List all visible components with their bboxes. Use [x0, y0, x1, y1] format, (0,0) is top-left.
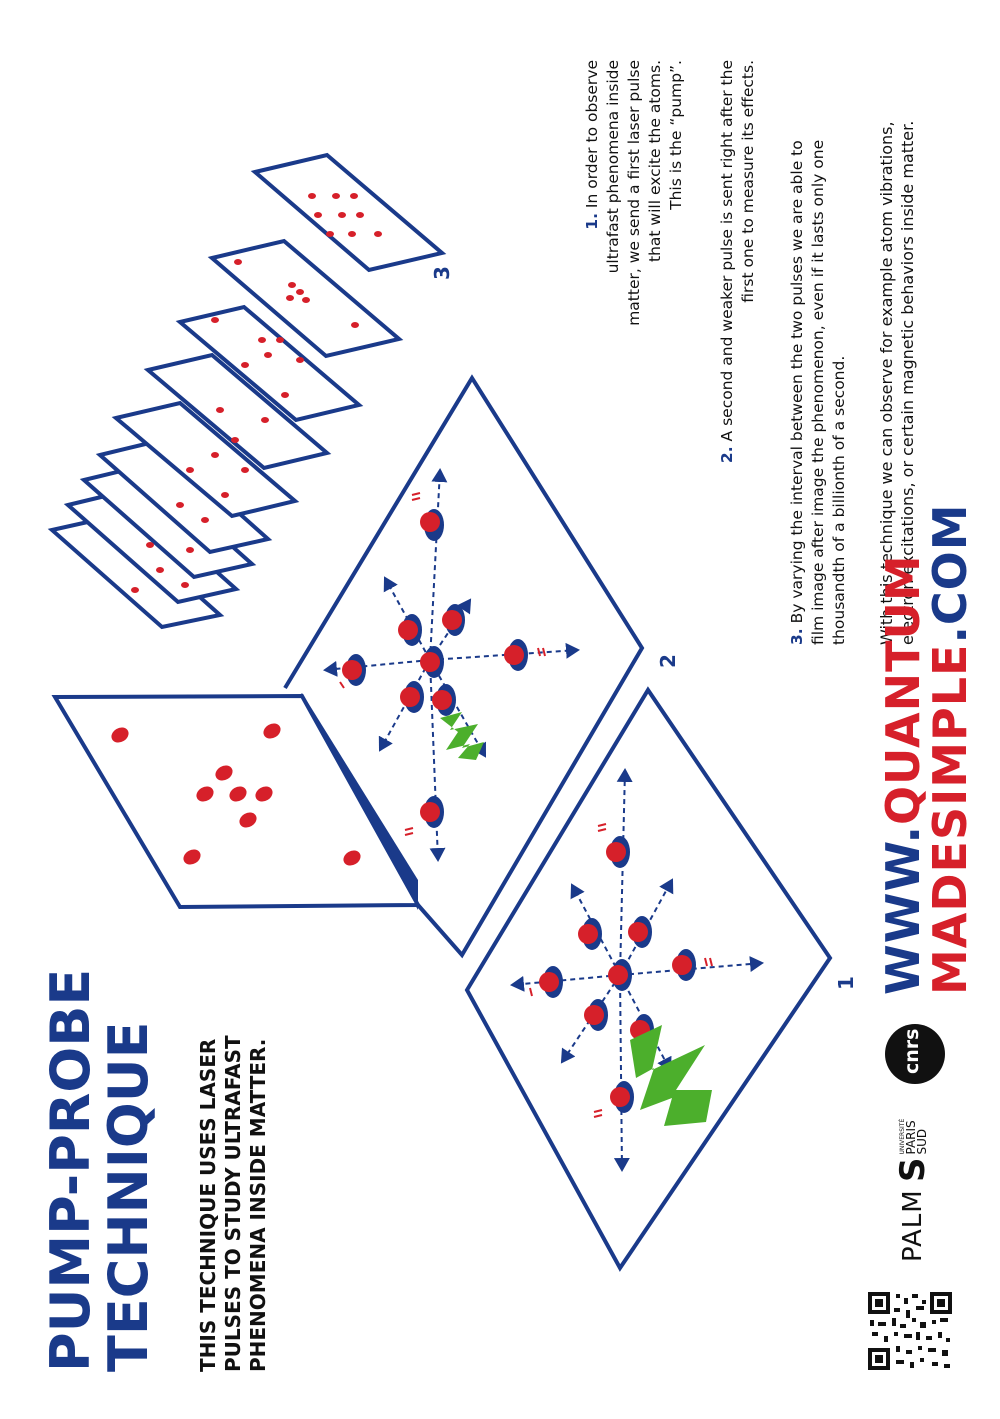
subtitle-line-1: THIS TECHNIQUE USES LASER: [196, 1038, 220, 1372]
step-1-line-4: that will excite the atoms.: [646, 60, 664, 262]
paris-sud-s-icon: S: [893, 1157, 933, 1182]
step-3-text: [787, 65, 850, 645]
step-3-number: 3.: [788, 628, 806, 645]
step-3-line-1: 3. By varying the interval between the two pulses we are able to: [788, 140, 806, 645]
step-2-line-2: first one to measure its effects.: [739, 60, 757, 303]
step-2-line-1: 2. A second and weaker pulse is sent right after the: [718, 60, 736, 464]
qr-code[interactable]: [868, 1292, 952, 1370]
website-link[interactable]: [876, 503, 977, 995]
step-2-text: [717, 60, 759, 580]
step-2-number: 2.: [718, 446, 736, 464]
title-line-1: PUMP-PROBE: [39, 968, 102, 1372]
conclusion-line-2: electron excitations, or certain magnetic behaviors inside matter.: [898, 120, 917, 645]
subtitle-line-3: PHENOMENA INSIDE MATTER.: [246, 1038, 270, 1372]
step-1-line-3: matter, we send a first laser pulse: [625, 60, 643, 326]
website-line-1: WWW.QUANTUM: [876, 554, 930, 995]
paris-sud-logo[interactable]: S UNIVERSITÉ PARIS SUD: [893, 1118, 933, 1182]
conclusion-line-1: With this technique we can observe for example atom vibrations,: [877, 121, 896, 645]
page-title: [39, 968, 160, 1372]
palm-logo[interactable]: PALM: [898, 1189, 928, 1262]
website-line-2: MADESIMPLE.COM: [923, 503, 977, 995]
page-subtitle: [196, 1035, 271, 1372]
subtitle-line-2: PULSES TO STUDY ULTRAFAST: [221, 1035, 245, 1372]
step-1-line-1: 1. In order to observe: [583, 60, 601, 230]
step-1-line-2: ultrafast phenomena inside: [604, 60, 622, 274]
step-3-line-2: film image after image the phenomenon, even if it lasts only one: [809, 139, 827, 645]
panel-label-1: 1: [834, 976, 858, 990]
step-1-number: 1.: [583, 213, 601, 230]
step-1-line-5: This is the “pump”.: [667, 60, 685, 210]
title-line-2: TECHNIQUE: [97, 1021, 160, 1372]
cnrs-logo-text: cnrs: [901, 1028, 923, 1074]
step-1-text: [582, 60, 687, 460]
panel-label-3: 3: [430, 266, 454, 280]
panel-label-2: 2: [656, 654, 680, 668]
step-3-line-3: thousandth of a billionth of a second.: [830, 355, 848, 645]
